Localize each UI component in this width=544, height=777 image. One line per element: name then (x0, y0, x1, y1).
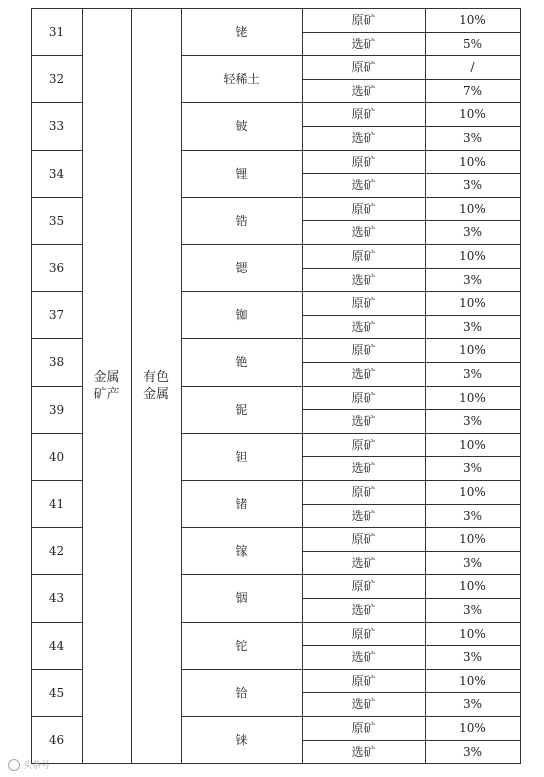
rate-value: 3% (462, 697, 483, 711)
ore-type-label: 选矿 (351, 650, 376, 664)
rate-value: 3% (462, 509, 483, 523)
row-number: 40 (48, 449, 65, 464)
mineral-name: 铟 (235, 590, 248, 605)
mineral-name: 镓 (235, 543, 248, 558)
ore-type-label: 原矿 (351, 721, 376, 735)
rate-value: 10% (459, 532, 486, 546)
ore-type-label: 选矿 (351, 414, 376, 428)
text-line: 有色 (142, 369, 169, 385)
ore-type-label: 原矿 (351, 155, 376, 169)
row-number: 37 (48, 307, 65, 322)
rate-value: 10% (459, 485, 486, 499)
rate-value: 3% (462, 273, 483, 287)
ore-type-label: 原矿 (351, 107, 376, 121)
row-number: 33 (48, 118, 65, 133)
ore-type-label: 原矿 (351, 13, 376, 27)
row-number: 36 (48, 260, 65, 275)
mineral-name: 铪 (235, 685, 248, 700)
ore-type-label: 选矿 (351, 178, 376, 192)
row-number: 41 (48, 496, 65, 511)
ore-type-label: 选矿 (351, 37, 376, 51)
row-number: 45 (48, 685, 65, 700)
ore-type-label: 原矿 (351, 485, 376, 499)
row-number: 44 (48, 638, 65, 653)
ore-type-label: 原矿 (351, 202, 376, 216)
row-number: 34 (48, 166, 65, 181)
text-line: 矿产 (93, 386, 120, 402)
rate-value: 10% (459, 107, 486, 121)
ore-type-label: 原矿 (351, 296, 376, 310)
text-line: 金属 (93, 369, 120, 385)
rate-value: 10% (459, 13, 486, 27)
rate-value: 10% (459, 579, 486, 593)
row-number: 31 (48, 24, 65, 39)
mineral-name: 铑 (235, 24, 248, 39)
mineral-name: 铊 (235, 638, 248, 653)
mineral-name: 钽 (235, 449, 248, 464)
rate-value: 3% (462, 225, 483, 239)
mineral-name: 铯 (235, 354, 248, 369)
rate-value: 10% (459, 249, 486, 263)
rate-value: 10% (459, 627, 486, 641)
rate-value: 3% (462, 414, 483, 428)
mineral-name: 铌 (235, 402, 248, 417)
ore-type-label: 选矿 (351, 745, 376, 759)
row-number: 43 (48, 590, 65, 605)
rate-value: 10% (459, 674, 486, 688)
mineral-name: 锆 (235, 213, 248, 228)
ore-type-label: 原矿 (351, 343, 376, 357)
rate-value: 10% (459, 296, 486, 310)
mineral-name: 锶 (235, 260, 248, 275)
rate-value: 3% (462, 178, 483, 192)
ore-type-label: 原矿 (351, 60, 376, 74)
ore-type-label: 选矿 (351, 603, 376, 617)
mineral-name: 铍 (235, 118, 248, 133)
ore-type-label: 原矿 (351, 532, 376, 546)
table-bottom-border (82, 763, 182, 764)
ore-type-label: 原矿 (351, 579, 376, 593)
rate-value: 10% (459, 438, 486, 452)
mineral-name: 锂 (235, 166, 248, 181)
row-number: 35 (48, 213, 65, 228)
ore-type-label: 选矿 (351, 367, 376, 381)
rate-value: 10% (459, 391, 486, 405)
ore-type-label: 原矿 (351, 391, 376, 405)
ore-type-label: 原矿 (351, 249, 376, 263)
rate-value: 7% (462, 84, 483, 98)
rate-value: 10% (459, 202, 486, 216)
mineral-name: 锗 (235, 496, 248, 511)
ore-type-label: 选矿 (351, 509, 376, 523)
rate-value: 10% (459, 721, 486, 735)
rate-value: 10% (459, 155, 486, 169)
mineral-name: 铷 (235, 307, 248, 322)
ore-type-label: 原矿 (351, 438, 376, 452)
ore-type-label: 原矿 (351, 627, 376, 641)
rate-value: 3% (462, 556, 483, 570)
ore-type-label: 原矿 (351, 674, 376, 688)
ore-type-label: 选矿 (351, 556, 376, 570)
row-number: 38 (48, 354, 65, 369)
category-level1-cell (82, 8, 131, 763)
ore-type-label: 选矿 (351, 131, 376, 145)
ore-type-label: 选矿 (351, 273, 376, 287)
ore-type-label: 选矿 (351, 461, 376, 475)
watermark (8, 758, 50, 771)
ore-type-label: 选矿 (351, 697, 376, 711)
text-line: 金属 (142, 386, 169, 402)
rate-value: 10% (459, 343, 486, 357)
rate-value: 3% (462, 650, 483, 664)
watermark-icon (8, 759, 20, 771)
rate-value: 5% (462, 37, 483, 51)
row-number: 39 (48, 402, 65, 417)
rate-value: 3% (462, 320, 483, 334)
rate-value: 3% (462, 461, 483, 475)
rate-value: 3% (462, 745, 483, 759)
category-level2-cell (131, 8, 181, 763)
rate-value: 3% (462, 603, 483, 617)
rate-value: 3% (462, 131, 483, 145)
ore-type-label: 选矿 (351, 320, 376, 334)
row-number: 42 (48, 543, 65, 558)
row-number: 32 (48, 71, 65, 86)
watermark-text: 头条号 (23, 761, 51, 771)
rate-value: / (470, 60, 475, 74)
ore-type-label: 选矿 (351, 225, 376, 239)
rate-value: 3% (462, 367, 483, 381)
mineral-name: 铼 (235, 732, 248, 747)
ore-type-label: 选矿 (351, 84, 376, 98)
mineral-name: 轻稀土 (223, 71, 260, 86)
row-number: 46 (48, 732, 65, 747)
